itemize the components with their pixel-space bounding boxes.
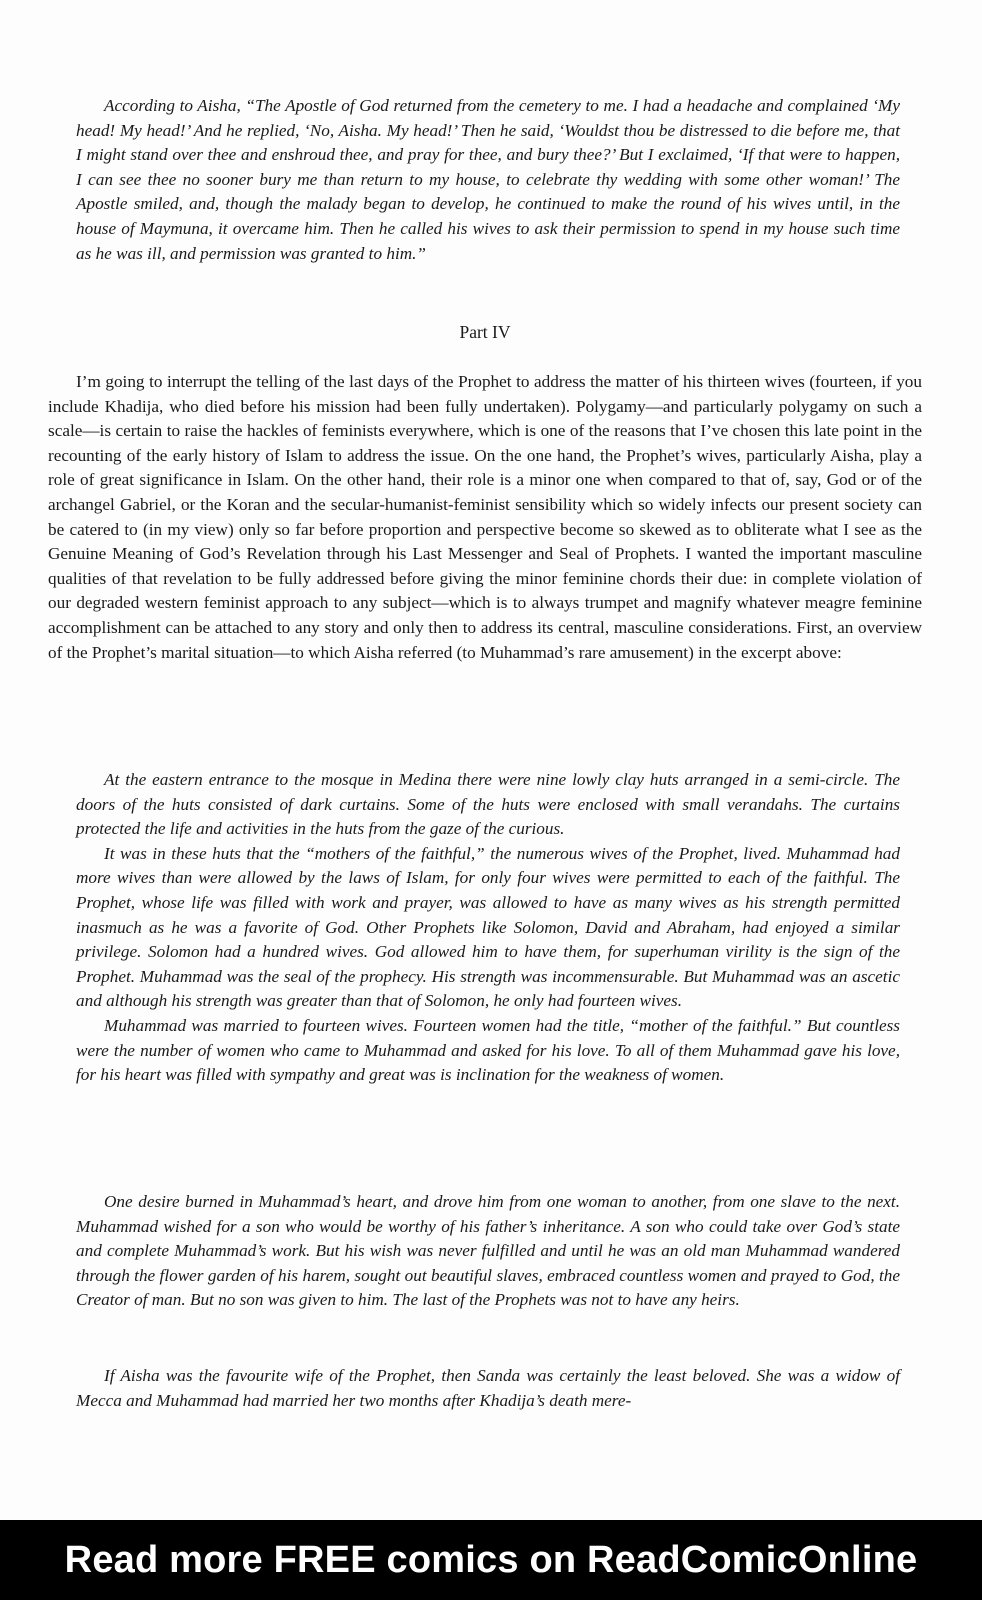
excerpt-block-2 <box>48 1190 922 1313</box>
excerpt-paragraph-5: If Aisha was the favourite wife of the Prophet, then Sanda was certainly the least beloved. She was a widow of Mecca and Muhammad had married her two months after Khadija’s death mere- <box>76 1366 900 1410</box>
section-heading: Part IV <box>459 322 511 342</box>
excerpt-block-1 <box>48 768 922 1088</box>
excerpt-paragraph-1: At the eastern entrance to the mosque in Medina there were nine lowly clay huts arranged in a semi-circle. The doors of the huts consisted of dark curtains. Some of the huts were enclosed with small verandahs. The curtains protected the life and activities in the huts from the gaze of the curious. <box>76 770 900 839</box>
promo-banner-text[interactable]: Read more FREE comics on ReadComicOnline <box>64 1538 918 1581</box>
quote-aisha: According to Aisha, “The Apostle of God returned from the cemetery to me. I had a headache and complained ‘My head! My head!’ And he replied, ‘No, Aisha. My head!’ Then he said, ‘Wouldst thou be distressed to die before me, that I might stand over thee and enshroud thee, and pray for thee, and bury thee?’ But I exclaimed, ‘If that were to happen, I can see thee no sooner bury me than return to my house, to celebrate thy wedding with some other woman!’ The Apostle smiled, and, though the malady began to develop, he continued to make the round of his wives until, in the house of Maymuna, it overcame him. Then he called his wives to ask their permission to spend in my house such time as he was ill, and permission was granted to him.” <box>76 96 900 263</box>
excerpt-block-3 <box>48 1364 922 1413</box>
excerpt-paragraph-2: It was in these huts that the “mothers of the faithful,” the numerous wives of the Prophet, lived. Muhammad had more wives than were allowed by the laws of Islam, for only four wives were permitted to each of the faithful. The Prophet, whose life was filled with work and prayer, was allowed to have as many wives as his strength permitted inasmuch as he was a favorite of God. Other Prophets like Solomon, David and Abraham, had enjoyed a similar privilege. Solomon had a hundred wives. God allowed him to have them, for superhuman virility is the sign of the Prophet. Muhammad was the seal of the prophecy. His strength was incommensurable. But Muhammad was an ascetic and although his strength was greater than that of Solomon, he only had fourteen wives. <box>76 843 900 1011</box>
section-heading-block <box>48 320 922 344</box>
body-paragraph: I’m going to interrupt the telling of the last days of the Prophet to address the matter of his thirteen wives (fourteen, if you include Khadija, who died before his mission had been fully undertaken). Polygamy—and particularly polygamy on such a scale—is certain to raise the hackles of feminists everywhere, which is one of the reasons that I’ve chosen this late point in the recounting of the early history of Islam to address the issue. On the one hand, the Prophet’s wives, particularly Aisha, play a role of great significance in Islam. On the other hand, their role is a minor one when compared to that of, say, God or of the archangel Gabriel, or the Koran and the secular-humanist-feminist sensibility which so widely infects our present society can be catered to (in my view) only so far before proportion and perspective become so skewed as to obliterate what I see as the Genuine Meaning of God’s Revelation through his Last Messenger and Seal of Prophets. I wanted the important masculine qualities of that revelation to be fully addressed before giving the minor feminine chords their due: in complete violation of our degraded western feminist approach to any subject—which is to always trumpet and magnify whatever meagre feminine accomplishment can be attached to any story and only then to address its central, masculine considerations. First, an overview of the Prophet’s marital situation—to which Aisha referred (to Muhammad’s rare amusement) in the excerpt above: <box>48 372 922 662</box>
body-block <box>48 370 922 665</box>
excerpt-paragraph-3: Muhammad was married to fourteen wives. Fourteen women had the title, “mother of the faithful.” But countless were the number of women who came to Muhammad and asked for his love. To all of them Muhammad gave his love, for his heart was filled with sympathy and great was is inclination for the weakness of women. <box>76 1015 900 1085</box>
quote-block-aisha <box>48 94 922 266</box>
excerpt-paragraph-4: One desire burned in Muhammad’s heart, and drove him from one woman to another, from one slave to the next. Muhammad wished for a son who would be worthy of his father’s inheritance. A son who could take over God’s state and complete Muhammad’s work. But his wish was never fulfilled and until he was an old man Muhammad wandered through the flower garden of his harem, sought out beautiful slaves, embraced countless women and prayed to God, the Creator of man. But no son was given to him. The last of the Prophets was not to have any heirs. <box>76 1192 900 1310</box>
promo-banner[interactable] <box>0 1520 982 1600</box>
